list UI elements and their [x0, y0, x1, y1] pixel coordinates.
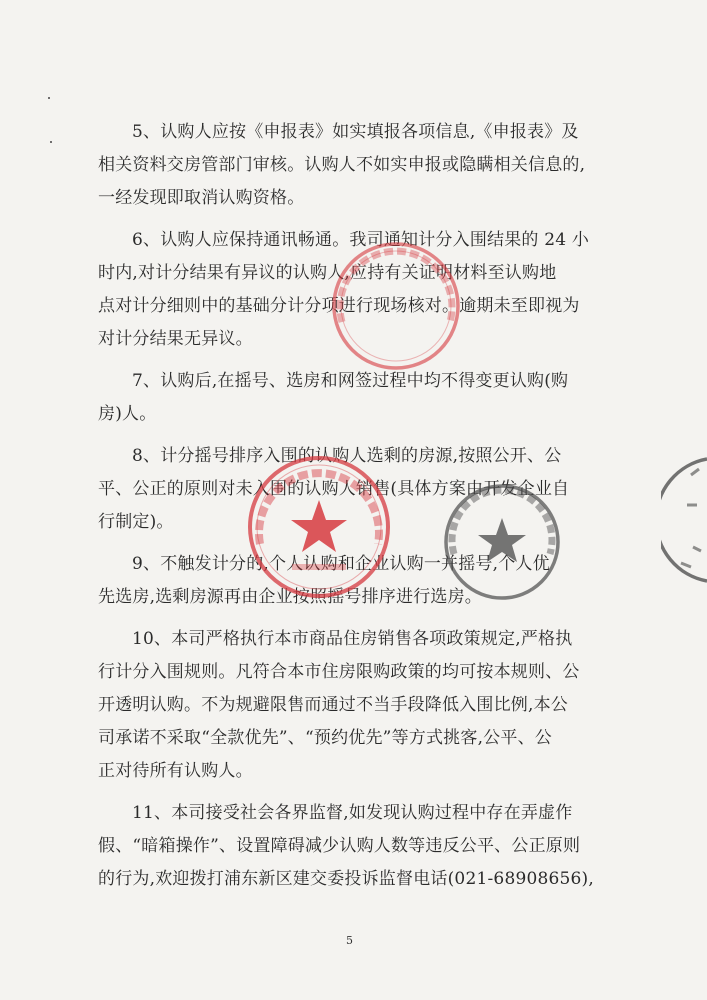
edge-seal-fragment-icon [661, 455, 707, 585]
text-line: 司承诺不采取“全款优先”、“预约优先”等方式挑客,公平、公 [98, 728, 552, 748]
text-line: 正对待所有认购人。 [98, 761, 253, 781]
gray-seal-icon [440, 480, 564, 604]
text-line: 5、认购人应按《申报表》如实填报各项信息,《申报表》及 [132, 122, 579, 142]
text-line: 9、不触发计分的,个人认购和企业认购一并摇号,个人优 [132, 554, 550, 574]
scan-speck [50, 141, 52, 143]
text-line: 开透明认购。不为规避限售而通过不当手段降低入围比例,本公 [98, 695, 569, 715]
text-line: 对计分结果无异议。 [98, 329, 253, 349]
text-line: 假、“暗箱操作”、设置障碍减少认购人数等违反公平、公正原则 [98, 836, 581, 856]
text-line: 先选房,选剩房源再由企业按照摇号排序进行选房。 [98, 587, 483, 607]
text-line: 7、认购后,在摇号、选房和网签过程中均不得变更认购(购 [132, 371, 569, 391]
text-line: 相关资料交房管部门审核。认购人不如实申报或隐瞒相关信息的, [98, 155, 586, 175]
text-line: 一经发现即取消认购资格。 [98, 188, 305, 208]
text-line: 房)人。 [98, 404, 157, 424]
clause-10 [98, 623, 608, 788]
text-line: 8、计分摇号排序入围的认购人选剩的房源,按照公开、公 [132, 446, 562, 466]
text-line: 行制定)。 [98, 512, 174, 532]
text-line: 6、认购人应保持通讯畅通。我司通知计分入围结果的 24 小 [132, 230, 590, 250]
text-line: 10、本司严格执行本市商品住房销售各项政策规定,严格执 [132, 629, 573, 649]
scan-speck [48, 97, 50, 99]
clause-11 [98, 797, 608, 896]
text-line: 时内,对计分结果有异议的认购人,应持有关证明材料至认购地 [98, 263, 557, 283]
text-line: 11、本司接受社会各界监督,如发现认购过程中存在弄虚作 [132, 803, 573, 823]
clause-5 [98, 116, 608, 215]
company-seal-lower-icon [244, 452, 394, 602]
text-line: 点对计分细则中的基础分计分项进行现场核对。逾期未至即视为 [98, 296, 580, 316]
text-line: 平、公正的原则对未入围的认购人销售(具体方案由开发企业自 [98, 479, 570, 499]
text-line: 行计分入围规则。凡符合本市住房限购政策的均可按本规则、公 [98, 662, 580, 682]
text-line: 的行为,欢迎拨打浦东新区建交委投诉监督电话(021-68908656), [98, 869, 594, 889]
clause-7 [98, 365, 608, 431]
company-seal-upper-icon [328, 238, 464, 374]
page-number: 5 [346, 934, 353, 947]
